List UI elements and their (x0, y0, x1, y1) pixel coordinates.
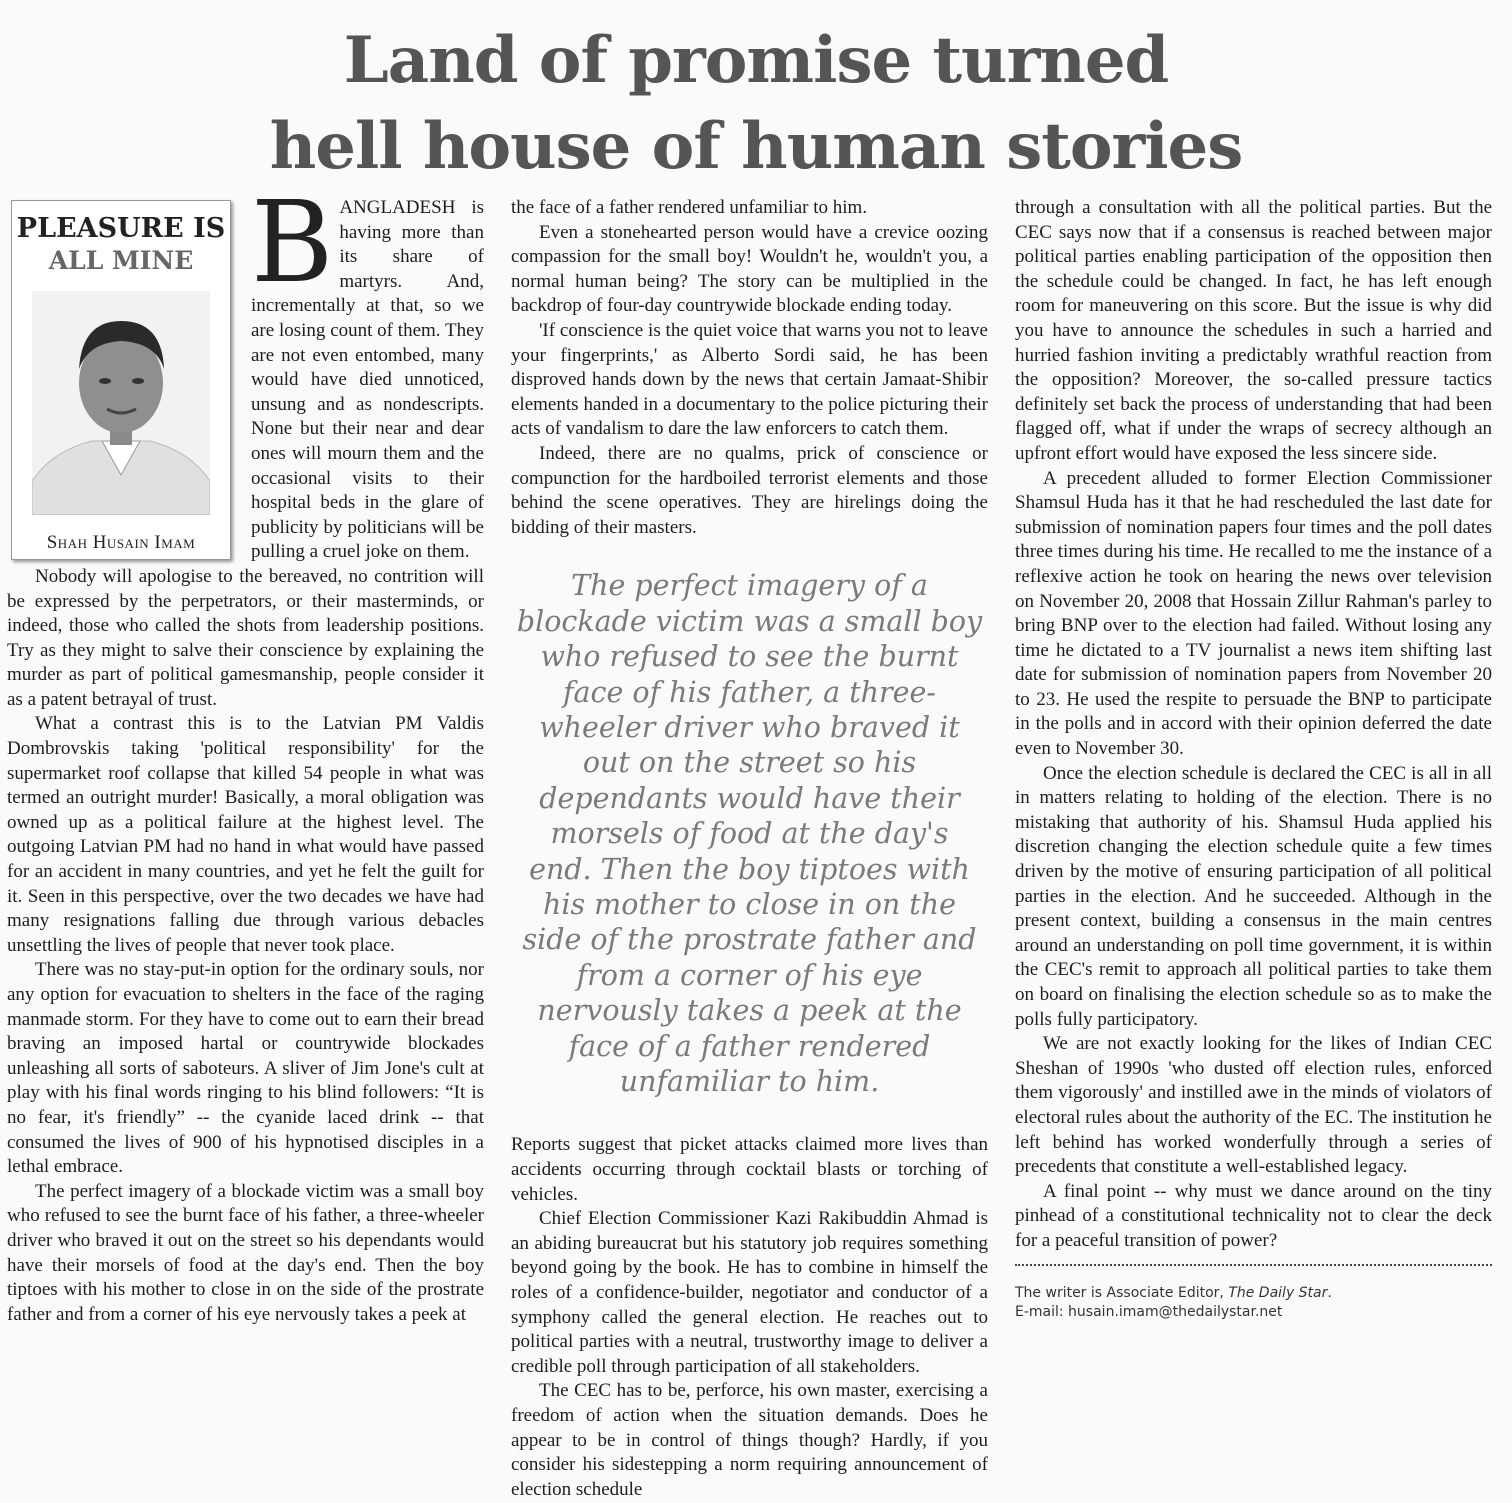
footer-divider (1015, 1264, 1492, 1266)
writer-email: E-mail: husain.imam@thedailystar.net (1015, 1303, 1283, 1320)
paragraph-10: Chief Election Commissioner Kazi Rakibuddin Ahmad is an abiding bureaucrat but his statutory job requires something beyond going by the book. He has to combine in himself the roles of a confidence-builder, negotiator and conductor of a symphony called the general election. He reaches out to political parties with a neutral, trustworthy image to deliver a credible poll through participation of all stakeholders. (511, 1208, 988, 1377)
column-name-sub: ALL MINE (48, 246, 194, 275)
paragraph-3: What a contrast this is to the Latvian PM Valdis Dombrovskis taking 'political responsibility' for the supermarket roof collapse that killed 54 people in what was termed an outright murder! Basically, a moral obligation was owned up as a political failure at the highest level. The outgoing Latvian PM had no hand in what would have passed for an accident in many countries, and yet he felt the guilt for it. Seen in this perspective, over the two decades we have had many resignations falling due through various debacles unsettling the lives of people that never took place. (7, 713, 484, 956)
paragraph-13: Once the election schedule is declared the CEC is all in all in matters relating to holding of the election. There is no mistaking that authority of his. Shamsul Huda applied his discretion changing the election schedule quite a few times driven by the motive of ensuring participation of all political parties in the election. And he succeeded. Although in the present context, building a consensus in the main centres around an understanding on poll time government, it is within the CEC's remit to approach all political parties to take them on board on finalising the election schedule so as to make the polls fully participatory. (1015, 762, 1492, 1030)
article-column-1 (7, 178, 484, 1327)
writer-note-suffix: . (1327, 1284, 1332, 1301)
paragraph-11: The CEC has to be, perforce, his own master, exercising a freedom of action when the situation demands. Does he appear to be in control of things though? Hardly, if you consider his sidestepping a norm requiring announcement of election schedule (511, 1380, 988, 1500)
paragraph-5-continued: the face of a father rendered unfamiliar to him. (511, 197, 868, 218)
headline (0, 18, 1512, 190)
paragraph-12: A precedent alluded to former Election Commissioner Shamsul Huda has it that he had rescheduled the last date for submission of nomination papers four times and the poll dates three times during his time. He recalled to me the instance of a reflexive action he took on hearing the news over television on November 20, 2008 that Hossain Zillur Rahman's parley to bring BNP over to the election had failed. Without losing any time he dictated to a TV journalist a news item shifting last date for submission of nomination papers from November 20 to 23. He used the respite to persuade the BNP to participate in the polls and in accord with their opinion deferred the date even to November 30. (1015, 467, 1492, 760)
article-column-3 (1015, 196, 1492, 1322)
publication-name: The Daily Star (1228, 1284, 1328, 1301)
headline-line-2: hell house of human stories (269, 109, 1243, 184)
paragraph-6: Even a stonehearted person would have a crevice oozing compassion for the small boy! Wouldn't he, wouldn't you, a normal human being? The story can be multiplied in the backdrop of four-day countrywide blockade ending today. (511, 221, 988, 317)
author-portrait (32, 291, 210, 515)
paragraph-8: Indeed, there are no qualms, prick of conscience or compunction for the hardboiled terrorist elements and those behind the scene operatives. They are hirelings doing the bidding of their masters. (511, 442, 988, 538)
paragraph-9: Reports suggest that picket attacks claimed more lives than accidents occurring through cocktail blasts or torching of vehicles. (511, 1134, 988, 1205)
paragraph-11-continued: through a consultation with all the political parties. But the CEC says now that if a consensus is reached between major political parties enabling participation of the opposition then the schedule could be changed. In fact, he has left enough room for maneuvering on this score. But the issue is why did you have to announce the schedules in such a harried and hurried fashion inviting a predictably wrathful reaction from the opposition? Moreover, the so-called pressure tactics definitely set back the process of understanding that had been flagged off, what if under the wraps of secrecy although an upfront effort would have exposed the less sincere side. (1015, 197, 1492, 464)
paragraph-14: We are not exactly looking for the likes of Indian CEC Sheshan of 1990s 'who dusted off election rules, enforced them vigorously' and instilled awe in the minds of violators of electoral rules about the authority of the EC. The institution he left behind has worked wonderfully through a series of precedents that constitute a well-established legacy. (1015, 1033, 1492, 1178)
paragraph-2: Nobody will apologise to the bereaved, no contrition will be expressed by the perpetrators, or their masterminds, or indeed, those who called the shots from leadership positions. Try as they might to salve their conscience by explaining the murder as part of political gamesmanship, people consider it as a patent betrayal of trust. (7, 565, 484, 710)
drop-cap: B (251, 178, 334, 308)
column-byline-box (11, 200, 231, 560)
writer-note-prefix: The writer is Associate Editor, (1015, 1284, 1229, 1301)
paragraph-15: A final point -- why must we dance around on the tiny pinhead of a constitutional technicality not to clear the deck for a peaceful transition of power? (1015, 1180, 1492, 1251)
article-column-2 (511, 196, 988, 1502)
paragraph-1-text: ANGLADESH is having more than its share of martyrs. And, incrementally at that, so we are losing count of them. They are not even entombed, many would have died unnoticed, unsung and as nondescripts. None but their near and dear ones will mourn them and the occasional visits to their hospital beds in the glare of publicity by politicians will be pulling a cruel joke on them. (251, 197, 484, 563)
paragraph-5: The perfect imagery of a blockade victim was a small boy who refused to see the burnt face of his father, a three-wheeler driver who braved it out on the street so his dependants would have their morsels of food at the day's end. Then the boy tiptoes with his mother to close in on the side of the prostrate father and from a corner of his eye nervously takes a peek at (7, 1180, 484, 1325)
column-name: PLEASURE IS (16, 213, 226, 244)
pull-quote: The perfect imagery of a blockade victim was a small boy who refused to see the burnt face of his father, a three-wheeler driver who braved it out on the street so his dependants would have their morsels of food at the day's end. Then the boy tiptoes with his mother to close in on the side of the prostrate father and from a corner of his eye nervously takes a peek at the face of a father rendered unfamiliar to him. (516, 569, 983, 1098)
writer-note (1015, 1284, 1492, 1303)
headline-line-1: Land of promise turned (343, 23, 1169, 98)
paragraph-4: There was no stay-put-in option for the ordinary souls, nor any option for evacuation to shelters in the face of the raging manmade storm. For they have to come out to earn their bread braving an imposed hartal or countrywide blockades unleashing all sorts of saboteurs. A sliver of Jim Jone's cult at play with his final words ringing to his blind followers: “It is no fear, it's friendly” -- the cyanide laced drink -- that consumed the lives of 900 of his hypnotised disciples in a lethal embrace. (7, 959, 484, 1178)
author-name: Shah Husain Imam (46, 532, 196, 553)
paragraph-7: 'If conscience is the quiet voice that warns you not to leave your fingerprints,' as Alberto Sordi said, he has been disproved hands down by the news that certain Jamaat-Shibir elements handed in a documentary to the police picturing their acts of vandalism to dare the law enforcers to catch them. (511, 319, 988, 440)
